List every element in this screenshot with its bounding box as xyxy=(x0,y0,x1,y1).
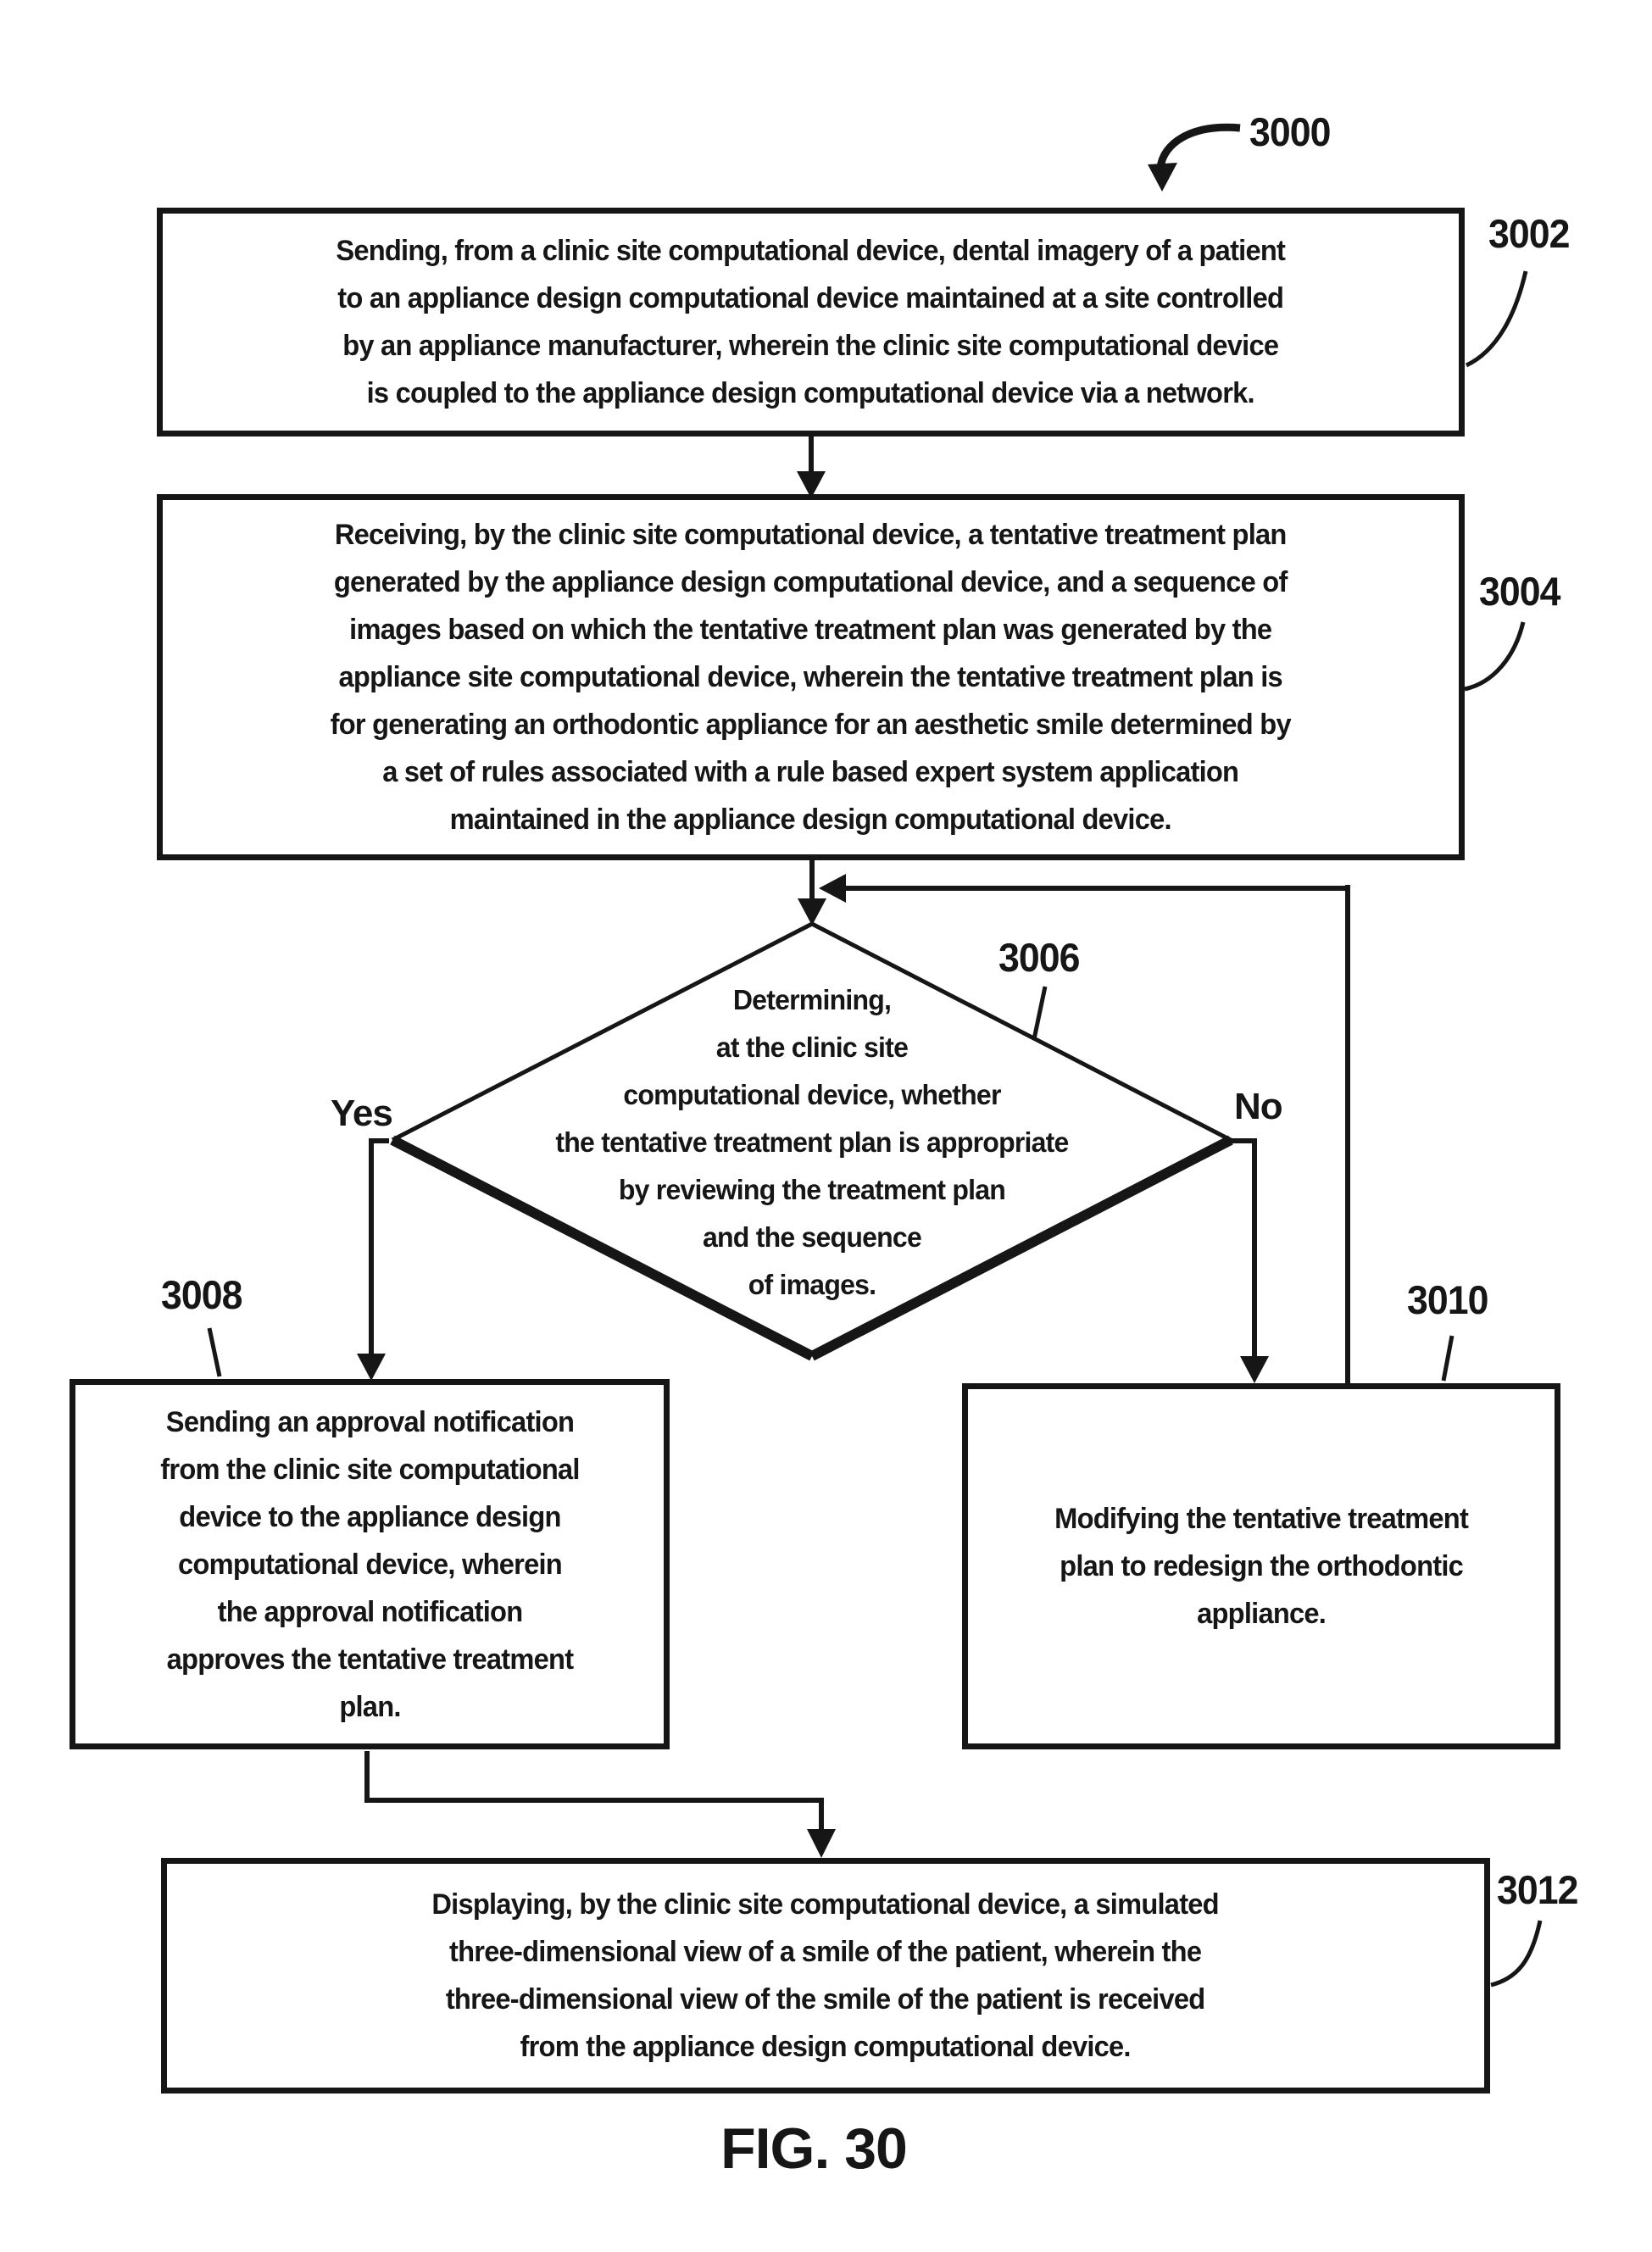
ref-label-3006: 3006 xyxy=(998,935,1080,980)
decision-text-3006: Determining, at the clinic site computational device, whether the tentative treatment plan is appropriate by reviewing the treatment plan and the sequence of images. xyxy=(555,984,1069,1300)
ref-label-3002: 3002 xyxy=(1488,211,1570,256)
ref-label-3010: 3010 xyxy=(1407,1277,1488,1322)
connector-3002-3004 xyxy=(797,434,826,498)
step-box-3012 xyxy=(161,1858,1490,2094)
step-text-3008: Sending an approval notification from the clinic site computational device to the appliance design computational device, wherein the approval notification approves the tentative treatment plan. xyxy=(159,1405,580,1723)
step-box-3002 xyxy=(157,208,1465,436)
ref-label-3012: 3012 xyxy=(1497,1867,1578,1912)
fig-ref-arrow xyxy=(1148,127,1240,192)
step-text-3012: Displaying, by the clinic site computational device, a simulated three-dimensional view of a smile of the patient, wherein the three-dimensional view of the smile of the patient is received from the appliance design computational device. xyxy=(431,1888,1220,2063)
connector-yes-3008 xyxy=(357,1141,389,1381)
yes-branch-label: Yes xyxy=(331,1093,392,1134)
ref-label-3000: 3000 xyxy=(1249,109,1331,154)
figure-caption: FIG. 30 xyxy=(720,2116,907,2181)
ref-label-3008: 3008 xyxy=(161,1272,242,1317)
step-box-3010 xyxy=(962,1383,1560,1749)
step-text-3010: Modifying the tentative treatment plan to redesign the orthodontic appliance. xyxy=(1054,1503,1468,1630)
step-text-3002: Sending, from a clinic site computational device, dental imagery of a patient to an appliance design computational device maintained at a site controlled by an appliance manufacturer, wherein the clinic site computational device is coupled to the appliance design computational device via a network. xyxy=(336,235,1286,409)
no-branch-label: No xyxy=(1234,1086,1282,1127)
ref-label-3004: 3004 xyxy=(1479,569,1560,614)
step-box-3008 xyxy=(70,1379,670,1749)
connector-3004-3006 xyxy=(798,858,826,926)
connector-no-3010 xyxy=(1229,1141,1269,1383)
step-box-3004 xyxy=(157,494,1465,860)
connector-3008-3012 xyxy=(367,1751,836,1858)
step-text-3004: Receiving, by the clinic site computational device, a tentative treatment plan generated by the appliance design computational device, and a sequence of images based on which the tentative treatment plan was generated by the appliance site computational device, wherein the tentative treatment plan is for generating an orthodontic appliance for an aesthetic smile determined by a set of rules associated with a rule based expert system application maintained in the appliance design computational device. xyxy=(330,519,1292,836)
